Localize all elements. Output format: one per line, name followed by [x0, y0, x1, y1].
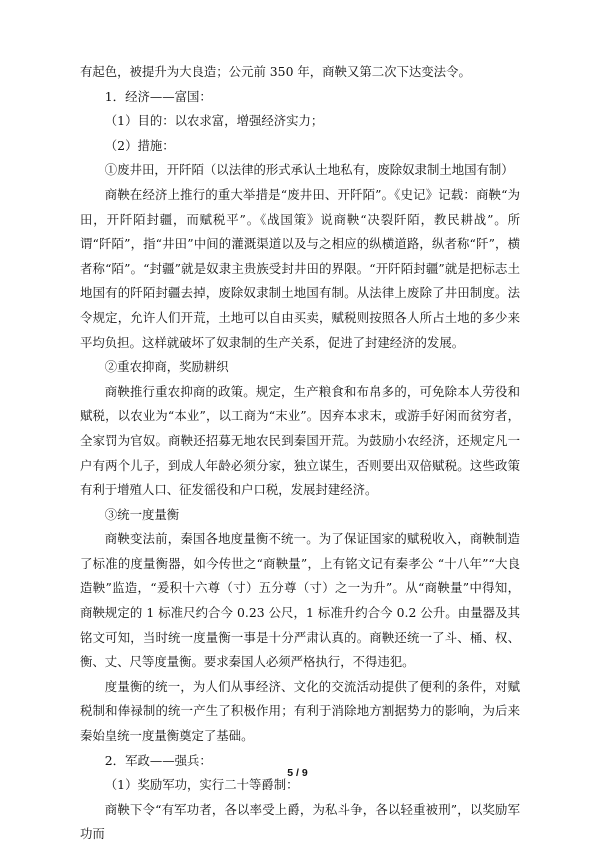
paragraph-measures-significance: 度量衡的统一，为人们从事经济、文化的交流活动提供了便利的条件，对赋税制和俸禄制的统一产生了积极作用；有利于消除地方割据势力的影响，为后来秦始皇统一度量衡奠定了基础。: [80, 678, 520, 744]
paragraph-continuation: 有起色，被提升为大良造；公元前 350 年，商鞅又第二次下达变法令。: [80, 64, 471, 79]
measure-heading-standardize-measures: ③统一度量衡: [104, 506, 180, 522]
subheading-purpose: （1）目的：以农求富，增强经济实力；: [104, 113, 324, 129]
section-heading-economy: 1．经济——富国：: [104, 88, 212, 104]
subheading-military-merit: （1）奖励军功，实行二十等爵制：: [104, 777, 299, 793]
section-heading-military: 2．军政——强兵：: [104, 752, 212, 768]
page-number: 5 / 9: [287, 767, 308, 779]
body-text: [80, 60, 520, 847]
measure-heading-abolish-well-field: ①废井田，开阡陌（以法律的形式承认土地私有，废除奴隶制土地国有制）: [104, 162, 514, 178]
paragraph-measures: 商鞅变法前，秦国各地度量衡不统一。为了保证国家的赋税收入，商鞅制造了标准的度量衡器，如今传世之“商鞅量”，上有铭文记有秦孝公 “十八年”“大良造鞅”监造，“爰积十六尊（寸）五分尊（寸）之一为升”。从“商鞅量”中得知，商鞅规定的 1 标准尺约合今 0.23 公尺，1 标准升约合今 0.2 公升。由量器及其铭文可知，当时统一度量衡一事是十分严肃认真的。商鞅还统一了斗、桶、权、衡、丈、尺等度量衡。要求秦国人必须严格执行，不得违犯。: [80, 531, 520, 670]
paragraph-well-field: 商鞅在经济上推行的重大举措是“废井田、开阡陌”。《史记》记载：商鞅“为田，开阡陌封疆，而赋税平”。《战国策》说商鞅“决裂阡陌，教民耕战”。所谓“阡陌”，指“井田”中间的灌溉渠道以及与之相应的纵横道路，纵者称“阡”，横者称“陌”。“封疆”就是奴隶主贵族受封井田的界限。“开阡陌封疆”就是把标志土地国有的阡陌封疆去掉，废除奴隶制土地国有制。从法律上废除了井田制度。法令规定，允许人们开荒，土地可以自由买卖，赋税则按照各人所占土地的多少来平均负担。这样就破坏了奴隶制的生产关系，促进了封建经济的发展。: [80, 186, 520, 350]
subheading-measures: （2）措施：: [104, 137, 175, 153]
paragraph-agriculture: 商鞅推行重农抑商的政策。规定，生产粮食和布帛多的，可免除本人劳役和赋税，以农业为“本业”，以工商为“末业”。因弃本求末，或游手好闲而贫穷者，全家罚为官奴。商鞅还招募无地农民到秦国开荒。为鼓励小农经济，还规定凡一户有两个儿子，到成人年龄必须分家，独立谋生，否则要出双倍赋税。这些政策有利于增殖人口、征发徭役和户口税，发展封建经济。: [80, 383, 520, 498]
measure-heading-agriculture: ②重农抑商，奖励耕织: [104, 359, 229, 375]
paragraph-military-merit: 商鞅下令“有军功者，各以率受上爵，为私斗争，各以轻重被刑”，以奖励军功而: [80, 801, 520, 842]
